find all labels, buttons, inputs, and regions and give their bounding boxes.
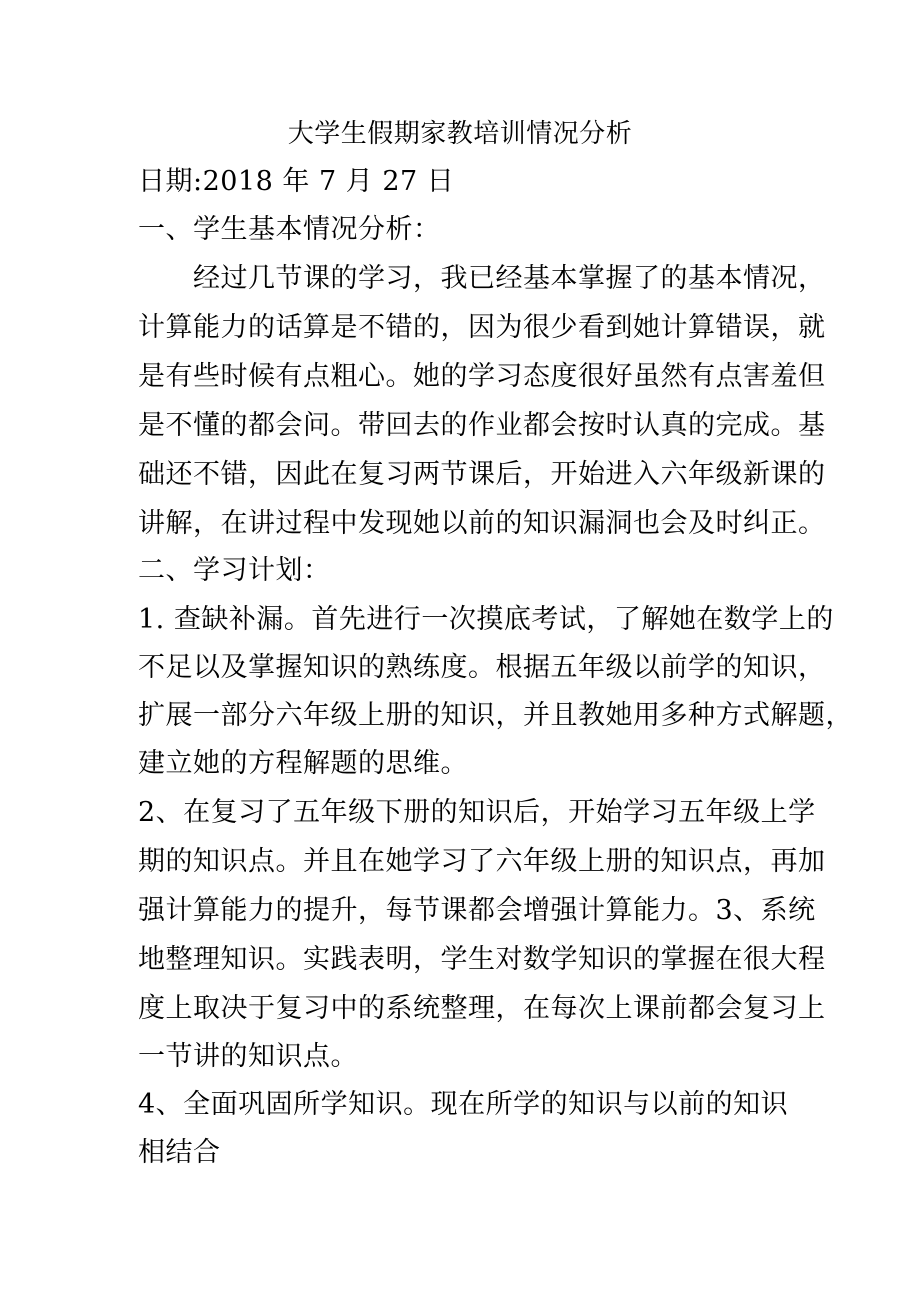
paragraph-line: 地整理知识。实践表明，学生对数学知识的掌握在很大程 xyxy=(138,944,826,975)
paragraph-line: 讲解，在讲过程中发现她以前的知识漏洞也会及时纠正。 xyxy=(138,508,826,539)
paragraph-line: 是有些时候有点粗心。她的学习态度很好虽然有点害羞但 xyxy=(138,361,826,392)
paragraph-line: 础还不错，因此在复习两节课后，开始进入六年级新课的 xyxy=(138,459,826,490)
paragraph-line: 计算能力的话算是不错的，因为很少看到她计算错误，就 xyxy=(138,312,826,343)
paragraph-line: 2、在复习了五年级下册的知识后，开始学习五年级上学 xyxy=(138,797,816,828)
paragraph-line: 相结合 xyxy=(138,1137,221,1168)
document-title: 大学生假期家教培训情况分析 xyxy=(287,119,633,149)
date-line: 日期:2018 年 7 月 27 日 xyxy=(138,166,455,197)
paragraph-line: 扩展一部分六年级上册的知识，并且教她用多种方式解题， xyxy=(138,700,853,731)
paragraph-line: 是不懂的都会问。带回去的作业都会按时认真的完成。基 xyxy=(138,410,826,441)
paragraph-line: 建立她的方程解题的思维。 xyxy=(138,748,468,779)
paragraph-line: 强计算能力的提升，每节课都会增强计算能力。3、系统 xyxy=(138,895,816,926)
paragraph-line: 1. 查缺补漏。首先进行一次摸底考试，了解她在数学上的 xyxy=(138,604,834,635)
paragraph-line: 期的知识点。并且在她学习了六年级上册的知识点，再加 xyxy=(138,846,826,877)
paragraph-line: 经过几节课的学习，我已经基本掌握了的基本情况， xyxy=(138,263,826,294)
paragraph-line: 不足以及掌握知识的熟练度。根据五年级以前学的知识， xyxy=(138,652,826,683)
paragraph-line: 4、全面巩固所学知识。现在所学的知识与以前的知识 xyxy=(138,1089,789,1120)
section-heading: 二、学习计划： xyxy=(138,555,331,586)
paragraph-line: 度上取决于复习中的系统整理，在每次上课前都会复习上 xyxy=(138,993,826,1024)
paragraph-line: 一节讲的知识点。 xyxy=(138,1041,358,1072)
section-heading: 一、学生基本情况分析： xyxy=(138,214,441,245)
